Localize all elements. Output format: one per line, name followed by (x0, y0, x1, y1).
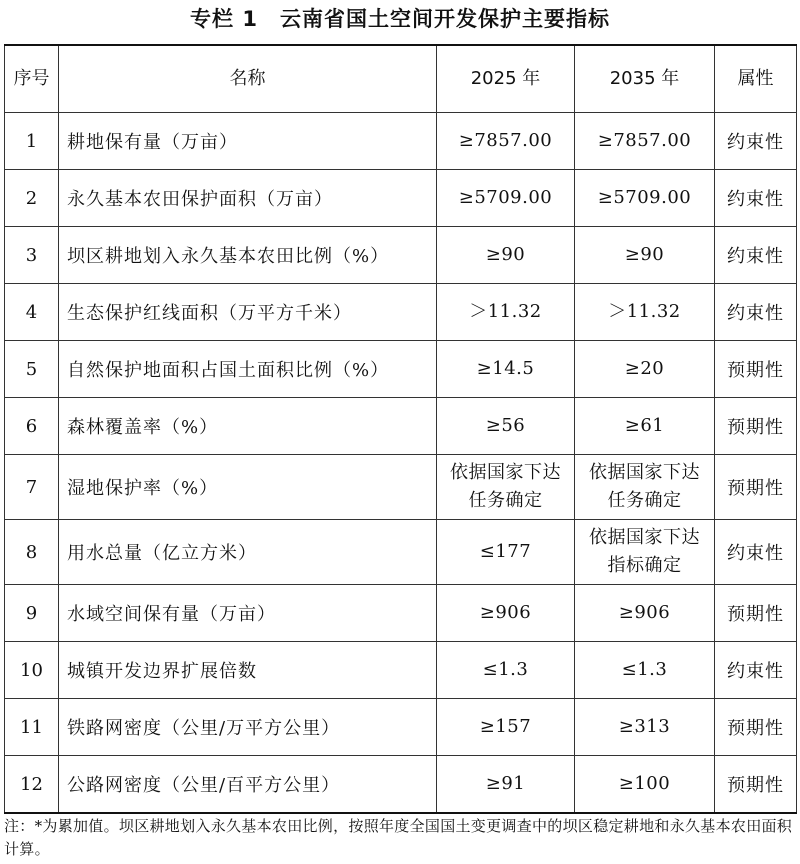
row-name: 湿地保护率（%） (59, 455, 437, 520)
row-value-2025: ≤177 (437, 520, 575, 585)
row-value-2025: ≥90 (437, 227, 575, 284)
row-index: 4 (5, 284, 59, 341)
row-value-2025: ≥906 (437, 585, 575, 642)
row-value-2035: ＞11.32 (575, 284, 715, 341)
row-attribute: 预期性 (715, 585, 797, 642)
title-text: 云南省国土空间开发保护主要指标 (279, 7, 610, 31)
page-title (0, 4, 800, 34)
row-index: 3 (5, 227, 59, 284)
row-index: 11 (5, 699, 59, 756)
row-index: 8 (5, 520, 59, 585)
row-value-2025: ≥7857.00 (437, 113, 575, 170)
row-attribute: 约束性 (715, 170, 797, 227)
table-row (5, 756, 797, 814)
table-header-row (5, 45, 797, 113)
row-index: 9 (5, 585, 59, 642)
row-name: 永久基本农田保护面积（万亩） (59, 170, 437, 227)
row-index: 1 (5, 113, 59, 170)
table-row (5, 170, 797, 227)
table-row (5, 227, 797, 284)
row-value-2035: 依据国家下达指标确定 (575, 520, 715, 585)
row-name: 城镇开发边界扩展倍数 (59, 642, 437, 699)
row-value-2025: ≥14.5 (437, 341, 575, 398)
row-name: 坝区耕地划入永久基本农田比例（%） (59, 227, 437, 284)
table-row (5, 398, 797, 455)
row-value-2025: ≥5709.00 (437, 170, 575, 227)
row-attribute: 预期性 (715, 341, 797, 398)
row-value-2035: ≥313 (575, 699, 715, 756)
table-row (5, 642, 797, 699)
row-index: 6 (5, 398, 59, 455)
row-value-2035: ≥906 (575, 585, 715, 642)
row-name: 森林覆盖率（%） (59, 398, 437, 455)
row-value-2035: ≤1.3 (575, 642, 715, 699)
row-value-2025: ≤1.3 (437, 642, 575, 699)
row-attribute: 约束性 (715, 520, 797, 585)
row-attribute: 约束性 (715, 642, 797, 699)
row-name: 耕地保有量（万亩） (59, 113, 437, 170)
row-value-2035: ≥5709.00 (575, 170, 715, 227)
row-value-2025: ≥157 (437, 699, 575, 756)
row-value-2035: 依据国家下达任务确定 (575, 455, 715, 520)
table-row (5, 113, 797, 170)
row-value-2025: ＞11.32 (437, 284, 575, 341)
row-index: 12 (5, 756, 59, 814)
row-index: 5 (5, 341, 59, 398)
table-body (5, 113, 797, 814)
header-name: 名称 (59, 45, 437, 113)
header-attribute: 属性 (715, 45, 797, 113)
row-value-2035: ≥20 (575, 341, 715, 398)
table-row (5, 699, 797, 756)
row-value-2035: ≥100 (575, 756, 715, 814)
footnote: 注：*为累加值。坝区耕地划入永久基本农田比例，按照年度全国国土变更调查中的坝区稳定耕地和永久基本农田面积计算。 (4, 817, 793, 858)
row-value-2035: ≥61 (575, 398, 715, 455)
title-label: 专栏 1 (190, 7, 258, 31)
row-index: 2 (5, 170, 59, 227)
table-row (5, 520, 797, 585)
row-value-2035: ≥90 (575, 227, 715, 284)
row-value-2035: ≥7857.00 (575, 113, 715, 170)
row-attribute: 约束性 (715, 113, 797, 170)
row-attribute: 预期性 (715, 398, 797, 455)
indicator-table (4, 44, 797, 814)
row-name: 水域空间保有量（万亩） (59, 585, 437, 642)
row-name: 用水总量（亿立方米） (59, 520, 437, 585)
row-attribute: 预期性 (715, 455, 797, 520)
header-index: 序号 (5, 45, 59, 113)
header-2035: 2035 年 (575, 45, 715, 113)
header-2025: 2025 年 (437, 45, 575, 113)
row-index: 7 (5, 455, 59, 520)
table-row (5, 585, 797, 642)
table-row (5, 341, 797, 398)
table-row (5, 455, 797, 520)
row-attribute: 约束性 (715, 227, 797, 284)
row-index: 10 (5, 642, 59, 699)
row-attribute: 约束性 (715, 284, 797, 341)
row-name: 生态保护红线面积（万平方千米） (59, 284, 437, 341)
row-value-2025: 依据国家下达任务确定 (437, 455, 575, 520)
row-attribute: 预期性 (715, 756, 797, 814)
row-name: 自然保护地面积占国土面积比例（%） (59, 341, 437, 398)
table-row (5, 284, 797, 341)
row-name: 铁路网密度（公里/万平方公里） (59, 699, 437, 756)
row-name: 公路网密度（公里/百平方公里） (59, 756, 437, 814)
row-attribute: 预期性 (715, 699, 797, 756)
row-value-2025: ≥56 (437, 398, 575, 455)
row-value-2025: ≥91 (437, 756, 575, 814)
